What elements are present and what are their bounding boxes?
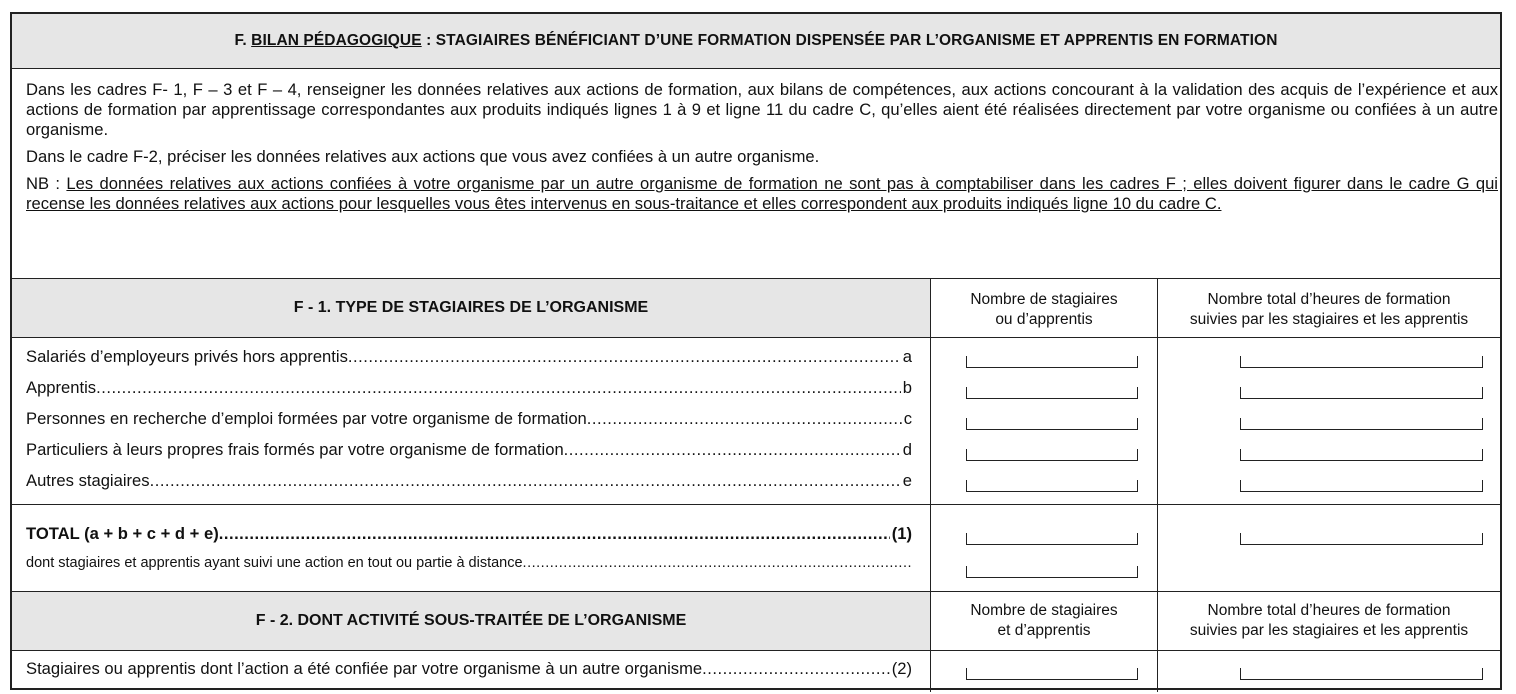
f2-col-hours-header xyxy=(1158,601,1500,641)
f1-distance-row xyxy=(26,555,912,571)
section-title-rest: : STAGIAIRES BÉNÉFICIANT D’UNE FORMATION DISPENSÉE PAR L’ORGANISME ET APPRENTIS EN FORMATION xyxy=(421,32,1278,49)
f2-col-count-line2: et d’apprentis xyxy=(997,622,1091,639)
total-code: (1) xyxy=(891,524,912,543)
f2-count-input[interactable] xyxy=(966,668,1138,680)
nb-text: Les données relatives aux actions confiées à votre organisme par un autre organisme de formation ne sont pas à comptabiliser dans les cadres F ; elles doivent figurer dans le cadre G qui recense les données relatives aux actions pour lesquelles vous êtes intervenus en sous-traitance et elles correspondent aux produits indiqués ligne 10 du cadre C. xyxy=(26,174,1498,213)
row-code: d xyxy=(902,440,912,459)
nb-label: NB : xyxy=(26,174,67,193)
f1-a-hours-input[interactable] xyxy=(1240,356,1483,368)
f1-col-count-line1: Nombre de stagiaires xyxy=(970,291,1118,308)
f1-total-hours-input[interactable] xyxy=(1240,533,1483,545)
f1-b-hours-input[interactable] xyxy=(1240,387,1483,399)
row-code: e xyxy=(902,471,912,490)
f1-a-count-input[interactable] xyxy=(966,356,1138,368)
intro-paragraph-1: Dans les cadres F- 1, F – 3 et F – 4, renseigner les données relatives aux actions de formation, aux bilans de compétences, aux actions concourant à la validation des acquis de l’expérience et aux actions de formation par apprentissage correspondantes aux produits indiqués lignes 1 à 9 et ligne 11 du cadre C, qu’elles aient été réalisées directement par votre organisme ou confiées à un autre organisme. xyxy=(26,80,1498,139)
leader-dots xyxy=(348,347,901,367)
f1-row-d xyxy=(26,440,912,460)
row-label: Stagiaires ou apprentis dont l’action a été confiée par votre organisme à un autre organisme xyxy=(26,659,703,678)
f2-hours-input[interactable] xyxy=(1240,668,1483,680)
row-label: Autres stagiaires xyxy=(26,471,150,490)
row-label: Salariés d’employeurs privés hors apprentis xyxy=(26,347,348,366)
row-code: a xyxy=(902,347,912,366)
intro-nb xyxy=(26,174,1498,214)
f1-row-e xyxy=(26,471,912,491)
f1-row-a xyxy=(26,347,912,367)
f1-c-count-input[interactable] xyxy=(966,418,1138,430)
leader-dots xyxy=(96,378,901,398)
leader-dots xyxy=(219,524,890,544)
f1-col-hours-line1: Nombre total d’heures de formation xyxy=(1207,291,1451,308)
section-prefix: F. xyxy=(234,32,252,49)
section-title xyxy=(12,14,1500,69)
f1-col-count-header xyxy=(931,290,1157,330)
intro-paragraph-2: Dans le cadre F-2, préciser les données relatives aux actions que vous avez confiées à un autre organisme. xyxy=(26,147,820,166)
divider xyxy=(12,337,1500,338)
f1-d-hours-input[interactable] xyxy=(1240,449,1483,461)
row-label: Particuliers à leurs propres frais formés par votre organisme de formation xyxy=(26,440,564,459)
f2-col-count-header xyxy=(931,601,1157,641)
form-section-f xyxy=(10,12,1502,690)
intro-text xyxy=(26,80,1498,221)
leader-dots xyxy=(523,555,912,571)
f2-col-count-line1: Nombre de stagiaires xyxy=(970,602,1118,619)
f1-title: F - 1. TYPE DE STAGIAIRES DE L’ORGANISME xyxy=(293,299,649,316)
f1-distance-count-input[interactable] xyxy=(966,566,1138,578)
leader-dots xyxy=(150,471,901,491)
divider xyxy=(12,650,1500,651)
row-code: b xyxy=(902,378,912,397)
f2-col-hours-line1: Nombre total d’heures de formation xyxy=(1207,602,1451,619)
f1-e-hours-input[interactable] xyxy=(1240,480,1483,492)
row-label: Apprentis xyxy=(26,378,97,397)
section-title-underlined: BILAN PÉDAGOGIQUE xyxy=(251,32,422,49)
f2-row xyxy=(26,659,912,679)
f1-col-count-line2: ou d’apprentis xyxy=(995,311,1093,328)
row-code: c xyxy=(903,409,912,428)
f1-total-count-input[interactable] xyxy=(966,533,1138,545)
f2-col-hours-line2: suivies par les stagiaires et les apprentis xyxy=(1189,622,1469,639)
leader-dots xyxy=(587,409,902,429)
f1-e-count-input[interactable] xyxy=(966,480,1138,492)
leader-dots xyxy=(702,659,890,679)
f1-row-b xyxy=(26,378,912,398)
row-code: (2) xyxy=(891,659,912,678)
f1-row-c xyxy=(26,409,912,429)
f2-title: F - 2. DONT ACTIVITÉ SOUS-TRAITÉE DE L’ORGANISME xyxy=(255,612,687,629)
leader-dots xyxy=(564,440,901,460)
f1-d-count-input[interactable] xyxy=(966,449,1138,461)
f1-total-row xyxy=(26,524,912,544)
divider xyxy=(12,504,1500,505)
f1-c-hours-input[interactable] xyxy=(1240,418,1483,430)
f1-col-hours-line2: suivies par les stagiaires et les apprentis xyxy=(1189,311,1469,328)
f1-col-hours-header xyxy=(1158,290,1500,330)
row-label: Personnes en recherche d’emploi formées par votre organisme de formation xyxy=(26,409,587,428)
f1-b-count-input[interactable] xyxy=(966,387,1138,399)
distance-label: dont stagiaires et apprentis ayant suivi une action en tout ou partie à distance xyxy=(26,555,523,571)
total-label: TOTAL (a + b + c + d + e) xyxy=(26,524,219,543)
